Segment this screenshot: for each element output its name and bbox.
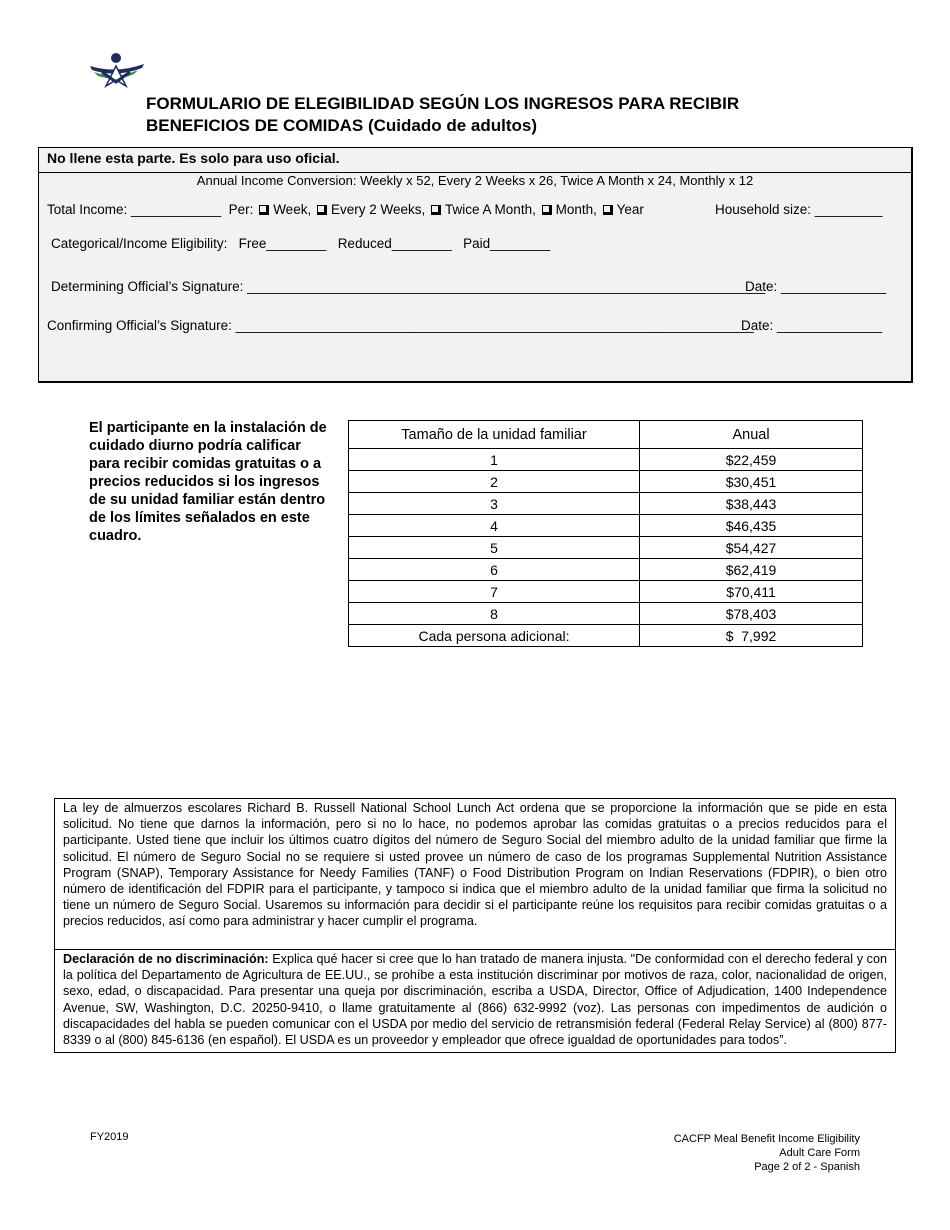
table-row — [349, 471, 863, 493]
household-size-cell: 8 — [349, 603, 640, 625]
legal-notices — [54, 798, 896, 1053]
privacy-act-statement: La ley de almuerzos escolares Richard B. Russell National School Lunch Act ordena que se proporcione la información que se pide en esta solicitud. No tiene que darnos la información, pero si no lo hace, no podemos aprobar las comidas gratuitas o a precios reducidos para el participante. Usted tiene que incluir los últimos cuatro dígitos del número de Seguro Social del miembro adulto de la unidad familiar que firme la solicitud. El número de Seguro Social no se requiere si usted provee un número de caso de los programas Supplemental Nutrition Assistance Program (SNAP), Temporary Assistance for Needy Families (TANF) o Food Distribution Program on Indian Reservations (FDPIR), o bien otro número de identificación del FDPIR para el participante, y tampoco si indica que el miembro adulto de la unidad familiar que firma la solicitud no tiene un número de Seguro Social. Usaremos su información para decidir si el participante reúne los requisitos para recibir comidas gratuitas o a precios reducidos, así como para administrar y hacer cumplir el programa. — [55, 799, 895, 950]
table-row — [349, 515, 863, 537]
footer-page-number: Page 2 of 2 - Spanish — [754, 1161, 860, 1173]
week-checkbox[interactable] — [259, 205, 269, 215]
month-checkbox[interactable] — [542, 205, 552, 215]
annual-header: Anual — [640, 421, 863, 449]
person-star-logo-icon — [88, 52, 148, 92]
title-line-1: FORMULARIO DE ELEGIBILIDAD SEGÚN LOS INGRESOS PARA RECIBIR — [146, 94, 740, 113]
month-option-label: Month, — [555, 202, 597, 217]
total-income-row — [47, 202, 644, 217]
twice-a-month-checkbox[interactable] — [431, 205, 441, 215]
every-2-weeks-option-label: Every 2 Weeks, — [330, 202, 426, 217]
fiscal-year: FY2019 — [90, 1131, 129, 1143]
eligibility-label: Categorical/Income Eligibility: — [51, 236, 228, 251]
income-eligibility-table — [348, 420, 863, 647]
household-size-cell: 4 — [349, 515, 640, 537]
year-option-label: Year — [616, 202, 644, 217]
annual-cell: $70,411 — [640, 581, 863, 603]
household-size-cell: 1 — [349, 449, 640, 471]
table-row — [349, 449, 863, 471]
title-line-2: BENEFICIOS DE COMIDAS (Cuidado de adultos) — [146, 116, 538, 135]
household-size-header: Tamaño de la unidad familiar — [349, 421, 640, 449]
form-title — [146, 93, 739, 137]
table-row — [349, 581, 863, 603]
annual-cell: $38,443 — [640, 493, 863, 515]
annual-cell: $46,435 — [640, 515, 863, 537]
confirming-date-field[interactable]: Date: ______________ — [741, 318, 883, 333]
official-use-heading: No llene esta parte. Es solo para uso oficial. — [47, 150, 340, 166]
confirming-signature-field[interactable]: Confirming Official’s Signature: _____________________________________________________________________ — [47, 318, 754, 333]
annual-cell: $22,459 — [640, 449, 863, 471]
annual-cell: $30,451 — [640, 471, 863, 493]
table-row — [349, 559, 863, 581]
free-field[interactable]: Free________ — [238, 236, 327, 251]
household-size-cell: 3 — [349, 493, 640, 515]
annual-cell: $78,403 — [640, 603, 863, 625]
annual-cell: $54,427 — [640, 537, 863, 559]
paid-field[interactable]: Paid________ — [463, 236, 551, 251]
reduced-field[interactable]: Reduced________ — [337, 236, 452, 251]
nondiscrimination-statement — [55, 950, 895, 1052]
official-use-header — [39, 148, 911, 173]
table-header-row — [349, 421, 863, 449]
table-row — [349, 493, 863, 515]
footer-line-1: CACFP Meal Benefit Income Eligibility — [673, 1133, 860, 1145]
table-row — [349, 537, 863, 559]
every-2-weeks-checkbox[interactable] — [317, 205, 327, 215]
household-size-cell: 2 — [349, 471, 640, 493]
additional-person-value: $ 7,992 — [640, 625, 863, 647]
determining-date-field[interactable]: Date: ______________ — [745, 279, 887, 294]
household-size-cell: 5 — [349, 537, 640, 559]
official-use-panel — [38, 147, 913, 383]
table-row-additional — [349, 625, 863, 647]
eligibility-row — [51, 236, 550, 251]
footer-info — [560, 1132, 860, 1174]
per-label: Per: — [228, 202, 254, 217]
income-conversion-note: Annual Income Conversion: Weekly x 52, Every 2 Weeks x 26, Twice A Month x 24, Monthly x 12 — [196, 173, 754, 188]
nondiscrimination-label: Declaración de no discriminación: — [63, 952, 269, 966]
household-size-cell: 7 — [349, 581, 640, 603]
footer-line-2: Adult Care Form — [779, 1147, 860, 1159]
additional-person-label: Cada persona adicional: — [349, 625, 640, 647]
twice-a-month-option-label: Twice A Month, — [445, 202, 536, 217]
annual-cell: $62,419 — [640, 559, 863, 581]
table-row — [349, 603, 863, 625]
nondiscrimination-text: Explica qué hacer si cree que lo han tratado de manera injusta. "De conformidad con el derecho federal y con la política del Departamento de Agricultura de EE.UU., se prohíbe a esta institución discriminar por motivos de raza, color, nacionalidad de origen, sexo, edad, o discapacidad. Para presentar una queja por discriminación, escriba a USDA, Director, Office of Adjudication, 1400 Independence Avenue, SW, Washington, D.C. 20250-9410, o llame gratuitamente al (866) 632-9992 (voz). Las personas con impedimentos de audición o discapacidades del habla se pueden comunicar con el USDA por medio del servicio de retransmisión federal (Federal Relay Service) al (800) 877-8339 o al (800) 845-6136 (en español). El USDA es un proveedor y empleador que ofrece igualdad de oportunidades para todos”. — [63, 952, 887, 1048]
determining-signature-field[interactable]: Determining Official’s Signature: _____________________________________________________________________ — [51, 279, 766, 294]
household-size-field[interactable]: Household size: _________ — [715, 202, 883, 217]
household-size-cell: 6 — [349, 559, 640, 581]
eligibility-explanation: El participante en la instalación de cuidado diurno podría calificar para recibir comidas gratuitas o a precios reducidos si los ingresos de su unidad familiar están dentro de los límites señalados en este cuadro. — [89, 420, 327, 544]
year-checkbox[interactable] — [603, 205, 613, 215]
week-option-label: Week, — [273, 202, 312, 217]
total-income-field[interactable]: Total Income: ____________ — [47, 202, 222, 217]
